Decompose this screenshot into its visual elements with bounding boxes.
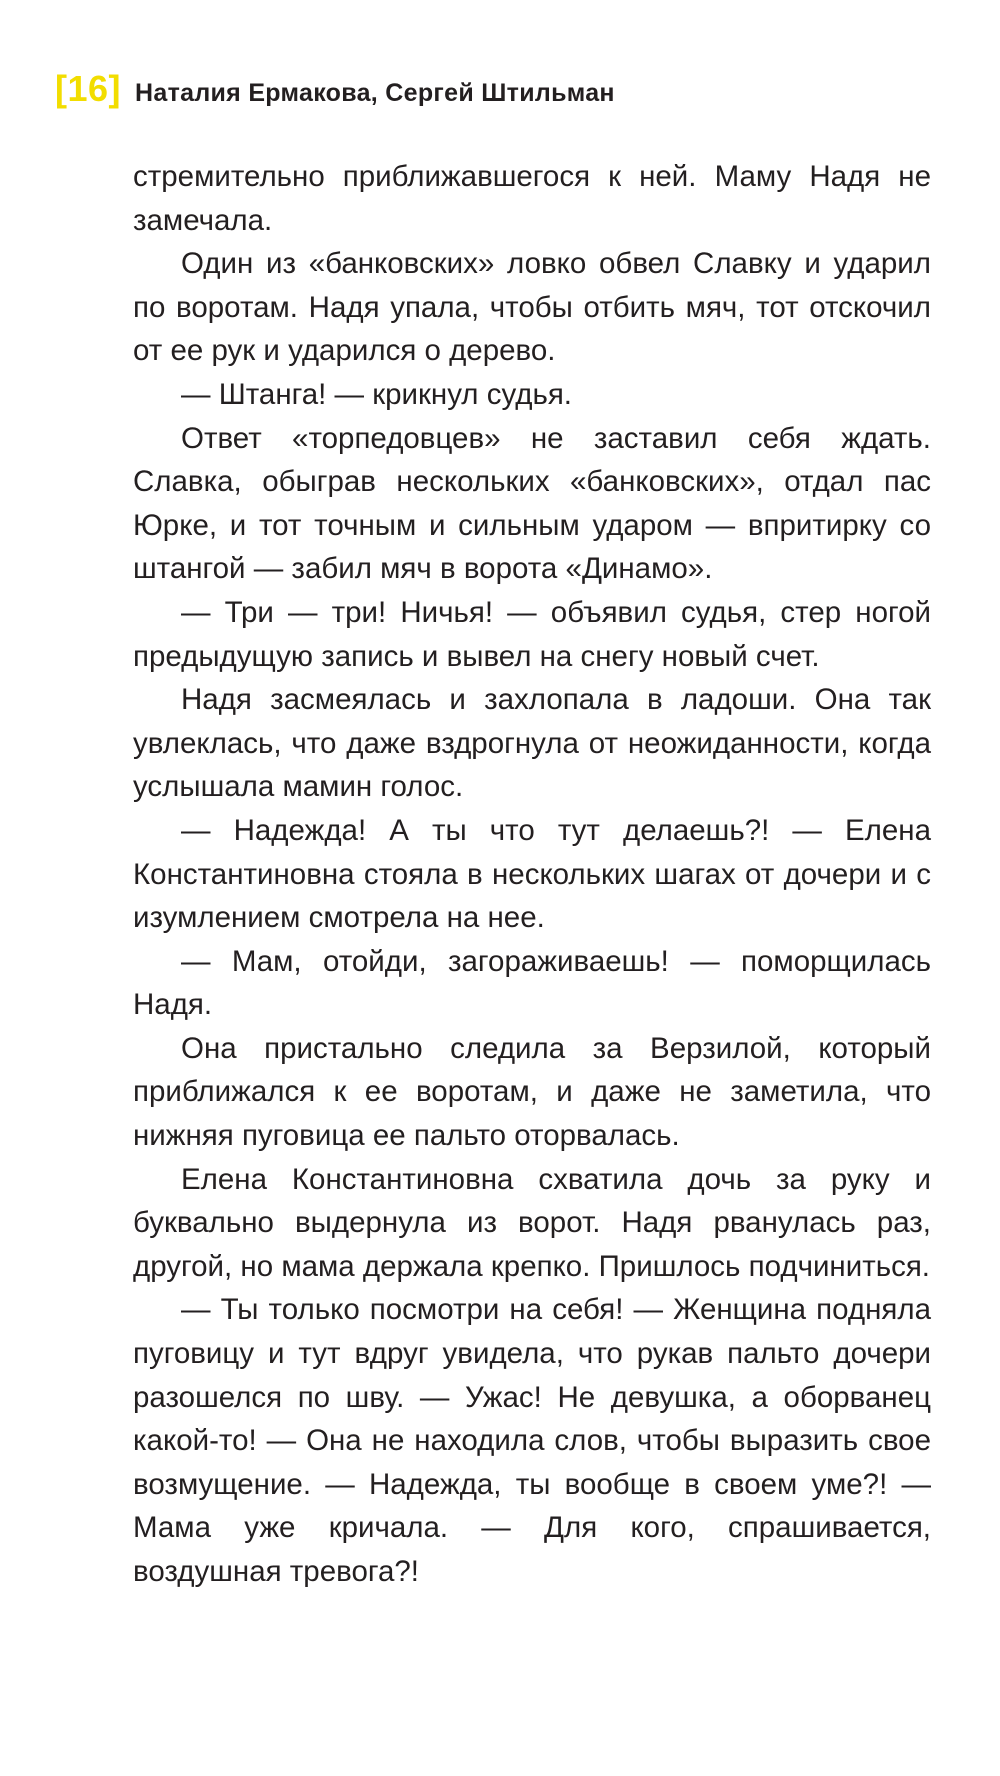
paragraph-1: стремительно приближавшегося к ней. Маму Надя не замечала. xyxy=(133,160,931,237)
paragraph-11: — Ты только посмотри на себя! — Женщина подняла пуговицу и тут вдруг увидела, что рукав пальто дочери разошелся по шву. — Ужас! Не девушка, а оборванец какой-то! — Она не находила слов, чтобы выразить свое возмущение. — Надежда, ты вообще в своем уме?! — Мама уже кричала. — Для кого, спрашивается, воздушная тревога?! xyxy=(133,1293,931,1588)
running-header xyxy=(55,68,615,110)
paragraph-2: Один из «банковских» ловко обвел Славку и ударил по воротам. Надя упала, чтобы отбить мяч, тот отскочил от ее рук и ударился о дерево. xyxy=(133,247,931,368)
paragraph-5: — Три — три! Ничья! — объявил судья, стер ногой предыдущую запись и вывел на снегу новый счет. xyxy=(133,595,931,673)
page-body-text xyxy=(133,155,931,1594)
paragraph-3: — Штанга! — крикнул судья. xyxy=(181,377,572,411)
paragraph-7: — Надежда! А ты что тут делаешь?! — Елена Константиновна стояла в нескольких шагах от дочери и с изумлением смотрела на нее. xyxy=(133,813,931,935)
page-number: [16] xyxy=(55,68,122,109)
paragraph-9: Она пристально следила за Верзилой, который приближался к ее воротам, и даже не заметила, что нижняя пуговица ее пальто оторвалась. xyxy=(133,1031,931,1153)
paragraph-6: Надя засмеялась и захлопала в ладоши. Она так увлеклась, что даже вздрогнула от неожиданности, когда услышала мамин голос. xyxy=(133,683,931,804)
paragraph-4: Ответ «торпедовцев» не заставил себя ждать. Славка, обыграв нескольких «банковских», отдал пас Юрке, и тот точным и сильным ударом — впритирку со штангой — забил мяч в ворота «Динамо». xyxy=(133,421,931,586)
book-authors: Наталия Ермакова, Сергей Штильман xyxy=(135,79,615,107)
paragraph-8: — Мам, отойди, загораживаешь! — поморщилась Надя. xyxy=(133,944,931,1022)
paragraph-10: Елена Константиновна схватила дочь за руку и буквально выдернула из ворот. Надя рванулась раз, другой, но мама держала крепко. Пришлось подчиниться. xyxy=(133,1162,931,1283)
